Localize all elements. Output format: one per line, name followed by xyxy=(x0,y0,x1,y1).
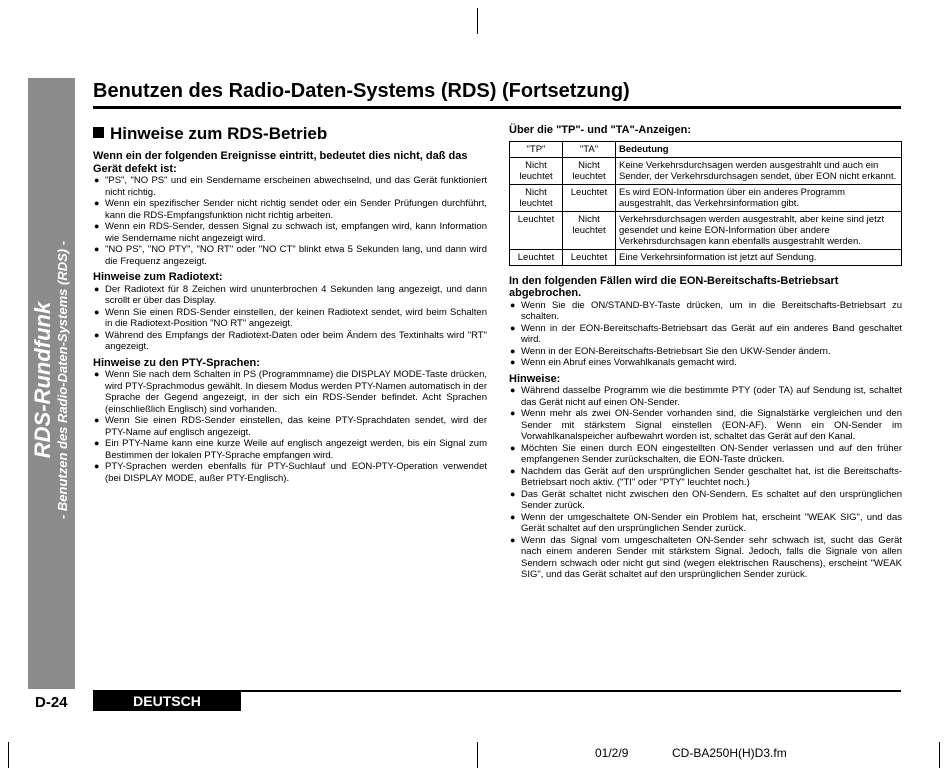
side-tab-text xyxy=(31,241,71,519)
list-item: ● Wenn in der EON-Bereitschafts-Betriebsart das Gerät auf ein anderes Band geschaltet wird. xyxy=(510,322,902,345)
language-label: DEUTSCH xyxy=(93,692,241,711)
table-cell: Nicht leuchtet xyxy=(563,157,616,184)
bullet-icon: ● xyxy=(94,461,100,471)
group-heading: Hinweise: xyxy=(509,372,561,385)
list-item: ● Wenn in der EON-Bereitschafts-Betriebsart Sie den UKW-Sender ändern. xyxy=(510,345,831,357)
bullet-icon: ● xyxy=(510,465,516,476)
list-item: ● Wenn das Signal vom umgeschalteten ON-Sender sehr schwach ist, sucht das Gerät nach einem anderen Sender mit stärkstem Signal. Jedoch, falls die Signale von allen Sendern schwach oder nicht gut sind (wegen elektrischen Rauschens), erscheint "WEAK SIG", und das Gerät schaltet auf den ursprünglichen Sender zurück. xyxy=(510,534,902,580)
table-heading: Über die "TP"- und "TA"-Anzeigen: xyxy=(509,124,691,136)
table-cell: Keine Verkehrsdurchsagen werden ausgestrahlt und auch ein Sender, der Verkehrsdurchsagen sendet, über EON nicht erkannt. xyxy=(616,157,902,184)
list-item: ● Wenn Sie einen RDS-Sender einstellen, der keinen Radiotext sendet, wird beim Schalten in die Radiotext-Position "NO RT" angezeigt. xyxy=(94,306,487,329)
table-row xyxy=(510,249,902,265)
list-item: ● "PS", "NO PS" und ein Sendername erscheinen abwechselnd, und das Gerät funktioniert nicht richtig. xyxy=(94,175,487,198)
right-column xyxy=(509,124,902,585)
bullet-icon: ● xyxy=(510,345,516,356)
square-bullet-icon xyxy=(93,127,104,138)
bullet-icon: ● xyxy=(510,408,516,418)
list-item: ● Ein PTY-Name kann eine kurze Weile auf englisch angezeigt werden, bis ein Signal zum Bestimmen der lokalen PTY-Sprache empfangen wird. xyxy=(94,438,487,461)
bullet-icon: ● xyxy=(94,175,100,185)
tp-ta-table xyxy=(509,141,902,266)
group-heading: Hinweise zu den PTY-Sprachen: xyxy=(93,356,260,369)
side-tab-subtitle: - Benutzen des Radio-Daten-Systems (RDS) - xyxy=(55,240,70,520)
list-item: ● Möchten Sie einen durch EON eingestellten ON-Sender verlassen und auf den früher empfangenen Sender zurückschalten, die EON-Taste drücken. xyxy=(510,442,902,465)
table-row xyxy=(510,157,902,184)
table-header-meaning: Bedeutung xyxy=(616,141,902,157)
bullet-list xyxy=(93,284,487,353)
bullet-icon: ● xyxy=(94,198,100,208)
table-row xyxy=(510,211,902,249)
bullet-icon: ● xyxy=(94,283,100,294)
bullet-list xyxy=(509,300,902,369)
table-cell: Eine Verkehrsinformation ist jetzt auf Sendung. xyxy=(616,249,902,265)
table-header-row xyxy=(510,141,902,157)
list-item: ● Wenn Sie nach dem Schalten in PS (Programmname) die DISPLAY MODE-Taste drücken, wird PTY-Sprachmodus gewählt. In diesem Modus werden PTY-Namen automatisch in der Sprache der Gegend angezeigt, in der sich ein RDS-Sender befindet. Acht Sprachen (einschließlich Englisch) sind vorhanden. xyxy=(94,369,487,415)
print-file-name: CD-BA250H(H)D3.fm xyxy=(672,746,787,760)
left-column xyxy=(93,124,487,488)
page-title: Benutzen des Radio-Daten-Systems (RDS) (Fortsetzung) xyxy=(93,80,901,109)
group-heading: In den folgenden Fällen wird die EON-Bereitschafts-Betriebsart abgebrochen. xyxy=(509,274,839,299)
list-item: ● PTY-Sprachen werden ebenfalls für PTY-Suchlauf und EON-PTY-Operation verwendet (bei DISPLAY MODE, außer PTY-Englisch). xyxy=(94,461,487,484)
bullet-icon: ● xyxy=(510,442,516,453)
bullet-icon: ● xyxy=(94,329,100,340)
bullet-list xyxy=(509,385,902,581)
bullet-icon: ● xyxy=(94,306,100,317)
bullet-icon: ● xyxy=(510,322,516,333)
bullet-list xyxy=(93,175,487,267)
group-heading: Wenn ein der folgenden Ereignisse eintritt, bedeutet dies nicht, daß das Gerät defekt ist: xyxy=(93,150,468,175)
bullet-list xyxy=(93,369,487,484)
crop-mark xyxy=(477,8,478,34)
crop-mark xyxy=(939,742,940,768)
list-item: ● Wenn ein Abruf eines Vorwahlkanals gemacht wird. xyxy=(510,357,737,368)
list-item: ● Wenn ein spezifischer Sender nicht richtig sendet oder ein Sender Prüfungen durchführt, kann die RDS-Empfangsfunktion nicht richtig arbeiten. xyxy=(94,198,487,221)
list-item: ● Während des Empfangs der Radiotext-Daten oder beim Ändern des Textinhalts wird "RT" angezeigt. xyxy=(94,329,487,352)
table-header-ta: "TA" xyxy=(563,141,616,157)
page-number: D-24 xyxy=(35,694,68,711)
crop-mark xyxy=(8,742,9,768)
table-cell: Leuchtet xyxy=(563,249,616,265)
bullet-icon: ● xyxy=(94,415,100,425)
list-item: ● Während dasselbe Programm wie die bestimmte PTY (oder TA) auf Sendung ist, schaltet das Gerät nicht auf einen ON-Sender. xyxy=(510,385,902,408)
bullet-icon: ● xyxy=(94,438,100,448)
bullet-icon: ● xyxy=(94,221,100,231)
bullet-icon: ● xyxy=(510,511,516,522)
bullet-icon: ● xyxy=(94,244,100,254)
bullet-icon: ● xyxy=(510,534,516,545)
print-date: 01/2/9 xyxy=(595,746,629,760)
table-cell: Leuchtet xyxy=(510,211,563,249)
list-item: ● Nachdem das Gerät auf den ursprünglichen Sender geschaltet hat, ist die Bereitschafts-Betriebsart noch aktiv. ("TI" oder "PTY" leuchtet noch.) xyxy=(510,465,902,488)
table-row xyxy=(510,184,902,211)
group-heading: Hinweise zum Radiotext: xyxy=(93,271,223,283)
table-cell: Nicht leuchtet xyxy=(510,157,563,184)
table-cell: Nicht leuchtet xyxy=(510,184,563,211)
bullet-icon: ● xyxy=(510,299,516,310)
table-cell: Leuchtet xyxy=(563,184,616,211)
side-tab-title: RDS-Rundfunk xyxy=(30,301,55,459)
list-item: ● Wenn der umgeschaltete ON-Sender ein Problem hat, erscheint "WEAK SIG", und das Gerät schaltet auf den ursprünglichen Sender zurück. xyxy=(510,511,902,534)
table-cell: Leuchtet xyxy=(510,249,563,265)
table-cell: Verkehrsdurchsagen werden ausgestrahlt, aber keine sind jetzt gesendet und keine EON-Information über andere Verkehrsdurchsagen kann ebenfalls ausgestrahlt werden. xyxy=(616,211,902,249)
list-item: ● Das Gerät schaltet nicht zwischen den ON-Sendern. Es schaltet auf den ursprünglichen Sender zurück. xyxy=(510,488,902,511)
table-cell: Nicht leuchtet xyxy=(563,211,616,249)
list-item: ● Wenn mehr als zwei ON-Sender vorhanden sind, die Signalstärke vergleichen und den Sender mit stärkstem Signal einstellen (EON-AF). Wenn ein ON-Sender im Vorwahlkanalspeicher aufbewahrt worden ist, schaltet das Gerät auf den Kanal. xyxy=(510,408,902,442)
table-header-tp: "TP" xyxy=(510,141,563,157)
list-item: ● Wenn Sie die ON/STAND-BY-Taste drücken, um in die Bereitschafts-Betriebsart zu schalten. xyxy=(510,299,902,322)
section-title: Hinweise zum RDS-Betrieb xyxy=(93,124,487,144)
table-cell: Es wird EON-Information über ein anderes Programm ausgestrahlt, das Verkehrsinformation gibt. xyxy=(616,184,902,211)
crop-mark xyxy=(477,742,478,768)
bullet-icon: ● xyxy=(510,385,516,395)
bullet-icon: ● xyxy=(510,357,516,367)
list-item: ● Der Radiotext für 8 Zeichen wird ununterbrochen 4 Sekunden lang angezeigt, und dann scrollt er über das Display. xyxy=(94,283,487,306)
list-item: ● Wenn ein RDS-Sender, dessen Signal zu schwach ist, empfangen wird, kann Information wie Sendername nicht angezeigt wird. xyxy=(94,221,487,244)
list-item: ● Wenn Sie einen RDS-Sender einstellen, das keine PTY-Sprachdaten sendet, wird der PTY-Name auf englisch angezeigt. xyxy=(94,415,487,438)
list-item: ● "NO PS", "NO PTY", "NO RT" oder "NO CT" blinkt etwa 5 Sekunden lang, und dann wird die Frequenz angezeigt. xyxy=(94,244,487,267)
bullet-icon: ● xyxy=(510,488,516,499)
bullet-icon: ● xyxy=(94,369,100,379)
